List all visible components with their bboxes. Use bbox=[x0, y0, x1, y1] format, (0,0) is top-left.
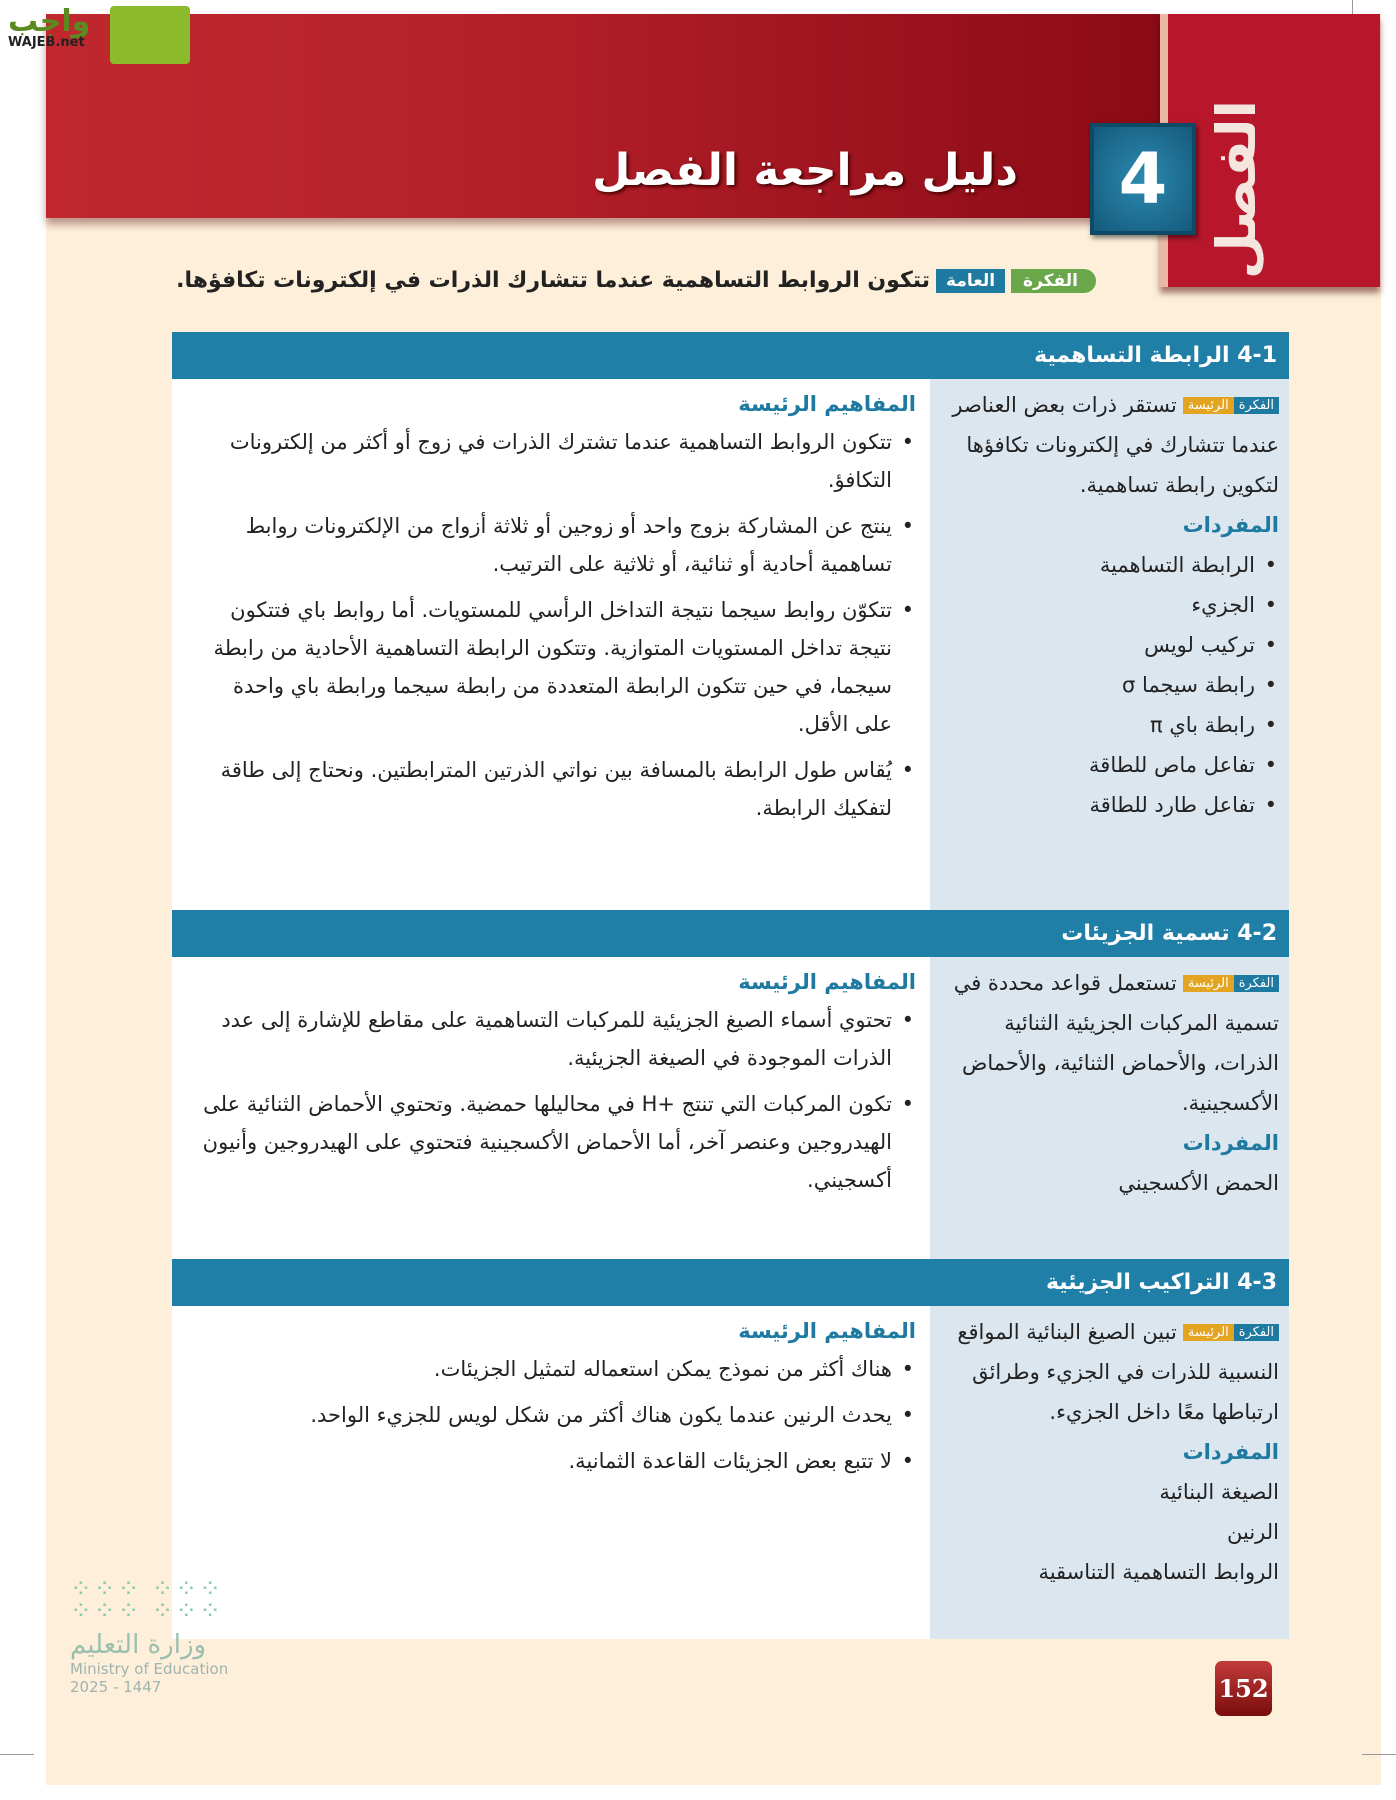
vocabulary-heading: المفردات bbox=[1182, 513, 1279, 537]
ministry-logo bbox=[70, 1574, 250, 1696]
page-number: 152 bbox=[1215, 1661, 1272, 1716]
key-concept-item: • تكون المركبات التي تنتج +H في محاليلها حمضية. وتحتوي الأحماض الثنائية على الهيدروجين وعنصر آخر، أما الأحماض الأكسجينية فتحتوي على الهيدروجين وأنيون أكسجيني. bbox=[202, 1085, 916, 1199]
big-idea bbox=[176, 268, 1096, 293]
wajeb-logo: واجب WAJEB.net bbox=[8, 4, 91, 50]
section-title: 4-2 تسمية الجزيئات bbox=[172, 910, 1289, 957]
main-idea-tag: الفكرةالرئيسة bbox=[1183, 1324, 1279, 1342]
vocabulary-item: • رابطة باي π bbox=[938, 705, 1279, 745]
review-section bbox=[172, 910, 1289, 1259]
vocabulary-item: • تفاعل طارد للطاقة bbox=[938, 785, 1279, 825]
main-idea: الفكرةالرئيسةتستقر ذرات بعض العناصر عندما تتشارك في إلكترونات تكافؤها لتكوين رابطة تساهمية. bbox=[952, 393, 1279, 497]
ministry-year: 2025 - 1447 bbox=[70, 1678, 162, 1696]
chapter-label: الفصل bbox=[1205, 100, 1268, 280]
review-sections bbox=[172, 332, 1289, 1639]
book-icon bbox=[110, 6, 190, 64]
crop-mark bbox=[0, 1754, 34, 1755]
key-concept-item: • تتكوّن روابط سيجما نتيجة التداخل الرأسي للمستويات. أما روابط باي فتتكون نتيجة تداخل المستويات المتوازية. وتتكون الرابطة التساهمية الأحادية من رابطة سيجما، في حين تتكون الرابطة المتعددة من رابطة سيجما ورابطة باي واحدة على الأقل. bbox=[202, 591, 916, 743]
main-idea-tag: الفكرةالرئيسة bbox=[1183, 397, 1279, 415]
review-section bbox=[172, 1259, 1289, 1639]
key-concept-item: • تحتوي أسماء الصيغ الجزيئية للمركبات التساهمية على مقاطع للإشارة إلى عدد الذرات الموجودة في الصيغة الجزيئية. bbox=[202, 1001, 916, 1077]
page-title: دليل مراجعة الفصل bbox=[592, 145, 1018, 196]
section-title: 4-3 التراكيب الجزيئية bbox=[172, 1259, 1289, 1306]
key-concepts-heading: المفاهيم الرئيسة bbox=[738, 1319, 916, 1343]
chapter-number: 4 bbox=[1090, 123, 1196, 235]
ministry-name-ar: وزارة التعليم bbox=[70, 1630, 207, 1660]
key-concepts-heading: المفاهيم الرئيسة bbox=[738, 392, 916, 416]
key-concept-item: • تتكون الروابط التساهمية عندما تشترك الذرات في زوج أو أكثر من إلكترونات التكافؤ. bbox=[202, 423, 916, 499]
key-concepts bbox=[172, 379, 930, 910]
vocabulary-item: • الرابطة التساهمية bbox=[938, 545, 1279, 585]
main-idea: الفكرةالرئيسةتستعمل قواعد محددة في تسمية المركبات الجزيئية الثنائية الذرات، والأحماض الثنائية، والأحماض الأكسجينية. bbox=[953, 971, 1279, 1115]
big-idea-tag: العامة bbox=[936, 269, 1005, 293]
section-title: 4-1 الرابطة التساهمية bbox=[172, 332, 1289, 379]
vocabulary-item: • رابطة سيجما σ bbox=[938, 665, 1279, 705]
big-idea-tag: الفكرة bbox=[1011, 269, 1096, 293]
vocabulary-item: الصيغة البنائية bbox=[1159, 1480, 1279, 1504]
key-concept-item: • لا تتبع بعض الجزيئات القاعدة الثمانية. bbox=[202, 1442, 916, 1480]
vocabulary-item: • الجزيء bbox=[938, 585, 1279, 625]
ministry-name-en: Ministry of Education bbox=[70, 1660, 229, 1678]
crop-mark bbox=[1362, 1754, 1396, 1755]
key-concept-item: • يُقاس طول الرابطة بالمسافة بين نواتي الذرتين المترابطتين. ونحتاج إلى طاقة لتفكيك الرابطة. bbox=[202, 751, 916, 827]
big-idea-text: تتكون الروابط التساهمية عندما تتشارك الذرات في إلكترونات تكافؤها. bbox=[176, 268, 931, 293]
key-concept-item: • هناك أكثر من نموذج يمكن استعماله لتمثيل الجزيئات. bbox=[202, 1350, 916, 1388]
review-section bbox=[172, 332, 1289, 910]
section-sidebar bbox=[930, 957, 1289, 1259]
vocabulary-heading: المفردات bbox=[1182, 1440, 1279, 1464]
key-concept-item: • ينتج عن المشاركة بزوج واحد أو زوجين أو ثلاثة أزواج من الإلكترونات روابط تساهمية أحادية أو ثنائية، أو ثلاثية على الترتيب. bbox=[202, 507, 916, 583]
vocabulary-item: الروابط التساهمية التناسقية bbox=[1038, 1560, 1279, 1584]
section-sidebar bbox=[930, 379, 1289, 910]
key-concepts-heading: المفاهيم الرئيسة bbox=[738, 970, 916, 994]
vocabulary-item: الحمض الأكسجيني bbox=[1118, 1171, 1279, 1195]
vocabulary-item: الرنين bbox=[1227, 1520, 1279, 1544]
key-concepts bbox=[172, 957, 930, 1259]
main-idea-tag: الفكرةالرئيسة bbox=[1183, 975, 1279, 993]
vocabulary-heading: المفردات bbox=[1182, 1131, 1279, 1155]
vocabulary-item: • تفاعل ماص للطاقة bbox=[938, 745, 1279, 785]
ministry-dots-icon: ⁘⁘⁘ ⁘⁘⁘ ⁘⁘⁘ ⁘⁘⁘ bbox=[70, 1574, 223, 1626]
vocabulary-item: • تركيب لويس bbox=[938, 625, 1279, 665]
key-concept-item: • يحدث الرنين عندما يكون هناك أكثر من شكل لويس للجزيء الواحد. bbox=[202, 1396, 916, 1434]
key-concepts bbox=[172, 1306, 930, 1639]
main-idea: الفكرةالرئيسةتبين الصيغ البنائية المواقع النسبية للذرات في الجزيء وطرائق ارتباطها معًا داخل الجزيء. bbox=[957, 1320, 1279, 1424]
section-sidebar bbox=[930, 1306, 1289, 1639]
